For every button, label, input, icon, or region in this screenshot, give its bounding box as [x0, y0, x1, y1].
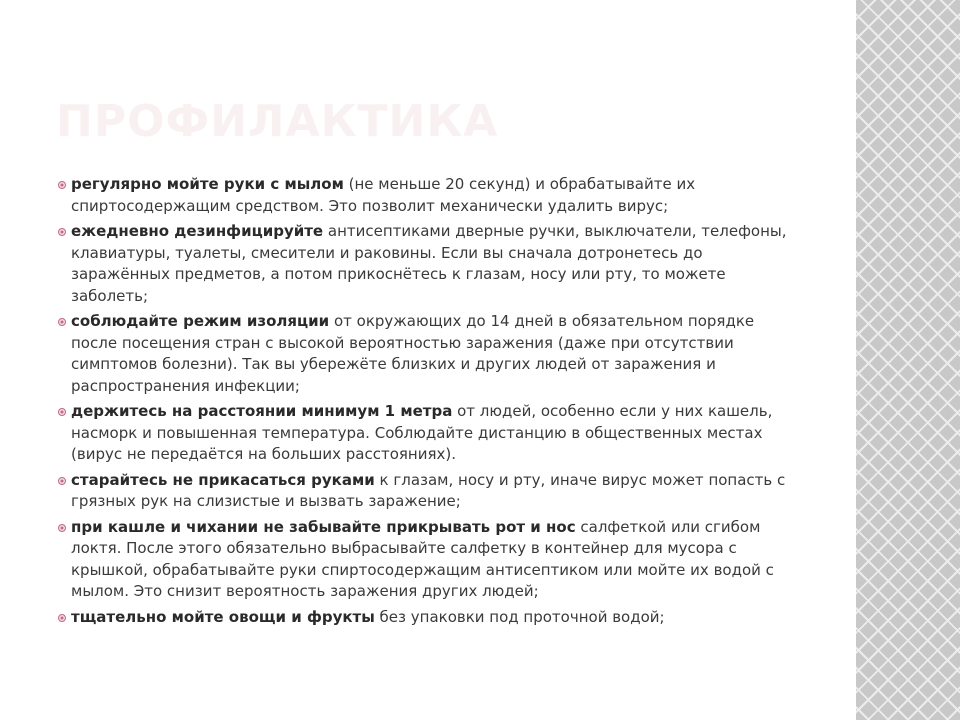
- bullet-circle-icon: [58, 524, 66, 532]
- bullet-circle-icon: [58, 408, 66, 416]
- slide-title: ПРОФИЛАКТИКА: [56, 96, 499, 147]
- list-item: [58, 221, 800, 307]
- list-item: [58, 607, 800, 629]
- bullet-text: от окружающих до 14 дней в обязательном порядке после посещения стран с высокой вероятностью заражения (даже при отсутствии симптомов болезни). Так вы убережёте близких и других людей от заражения и распространения инфекции;: [71, 312, 755, 395]
- bullet-emphasis: при кашле и чихании не забывайте прикрывать рот и нос: [71, 517, 576, 536]
- bullet-emphasis: ежедневно дезинфицируйте: [71, 222, 324, 240]
- bullet-emphasis: регулярно мойте руки с мылом: [71, 175, 344, 193]
- bullet-circle-icon: [58, 614, 66, 622]
- bullet-circle-icon: [58, 181, 66, 189]
- list-item: [58, 470, 800, 513]
- bullet-emphasis: старайтесь не прикасаться руками: [71, 470, 375, 489]
- bullet-circle-icon: [58, 477, 66, 485]
- bullet-text: салфеткой или сгибом локтя. После этого обязательно выбрасывайте салфетку в контейнер для мусора с крышкой, обрабатывайте руки спиртосодержащим антисептиком или мойте их водой с мылом. Это снизит вероятность заражения других людей;: [71, 517, 774, 600]
- bullet-text: (не меньше 20 секунд) и обрабатывайте их спиртосодержащим средством. Это позволит механически удалить вирус;: [71, 175, 696, 215]
- bullet-emphasis: тщательно мойте овощи и фрукты: [71, 607, 375, 626]
- bullet-text: к глазам, носу и рту, иначе вирус может попасть с грязных рук на слизистые и вызвать заражение;: [71, 470, 786, 510]
- bullet-text: от людей, особенно если у них кашель, насморк и повышенная температура. Соблюдайте дистанцию в общественных местах (вирус не передаётся на больших расстояниях).: [71, 402, 773, 463]
- list-item: [58, 517, 800, 603]
- bullet-text: без упаковки под проточной водой;: [374, 607, 665, 626]
- list-item: [58, 174, 800, 217]
- decorative-side-pattern: [856, 0, 960, 720]
- bullet-text: антисептиками дверные ручки, выключатели, телефоны, клавиатуры, туалеты, смесители и раковины. Если вы сначала дотронетесь до заражённых предметов, а потом прикоснётесь к глазам, носу или рту, то можете заболеть;: [71, 222, 787, 305]
- bullet-list: [58, 174, 800, 632]
- bullet-circle-icon: [58, 318, 66, 326]
- list-item: [58, 311, 800, 397]
- bullet-circle-icon: [58, 228, 66, 236]
- bullet-emphasis: соблюдайте режим изоляции: [71, 312, 330, 330]
- list-item: [58, 401, 800, 466]
- bullet-emphasis: держитесь на расстоянии минимум 1 метра: [71, 402, 453, 420]
